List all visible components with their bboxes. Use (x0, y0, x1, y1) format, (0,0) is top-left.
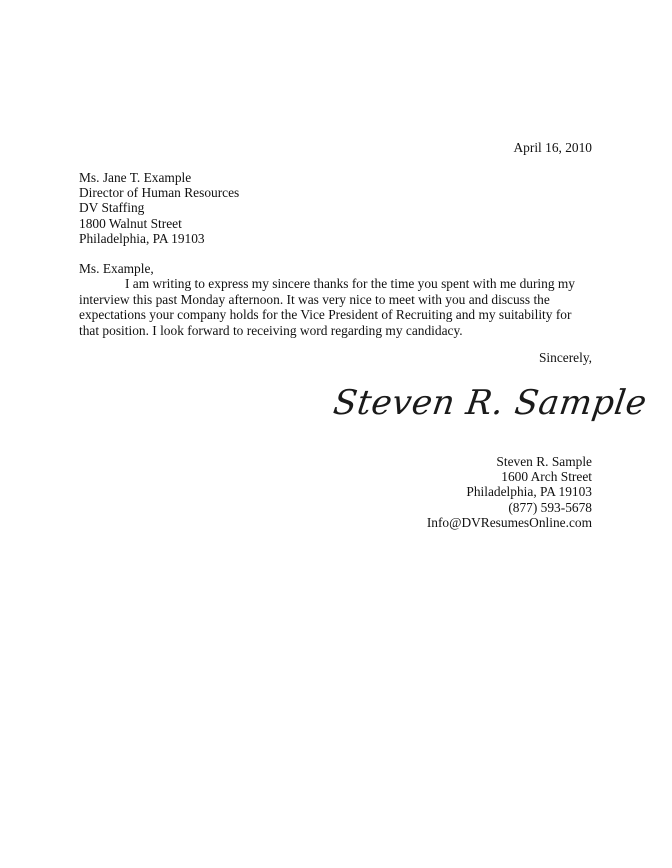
sender-city-state-zip: Philadelphia, PA 19103 (466, 484, 592, 500)
sender-phone: (877) 593-5678 (508, 499, 592, 515)
letter-date: April 16, 2010 (513, 140, 592, 155)
letter-body-text: I am writing to express my sincere thanks for the time you spent with me during my interview this past Monday afternoon. It was very nice to meet with you and discuss the expectations your company holds for the Vice President of Recruiting and my suitability for that position. I look forward to receiving word regarding my candidacy. (79, 276, 575, 338)
recipient-street: 1800 Walnut Street (79, 215, 182, 231)
sender-email: Info@DVResumesOnline.com (426, 514, 592, 530)
signature-text: Steven R. Sample (330, 383, 650, 423)
recipient-title: Director of Human Resources (79, 185, 240, 201)
sender-address-block (427, 454, 592, 530)
recipient-company: DV Staffing (79, 200, 145, 216)
salutation: Ms. Example, (79, 261, 154, 276)
recipient-address-block (79, 170, 239, 246)
sender-street: 1600 Arch Street (501, 469, 592, 485)
handwritten-signature (328, 372, 650, 444)
closing: Sincerely, (538, 350, 592, 365)
letter-body (79, 276, 591, 338)
recipient-name: Ms. Jane T. Example (79, 170, 192, 185)
recipient-city-state-zip: Philadelphia, PA 19103 (79, 230, 205, 246)
sender-name: Steven R. Sample (496, 454, 592, 469)
